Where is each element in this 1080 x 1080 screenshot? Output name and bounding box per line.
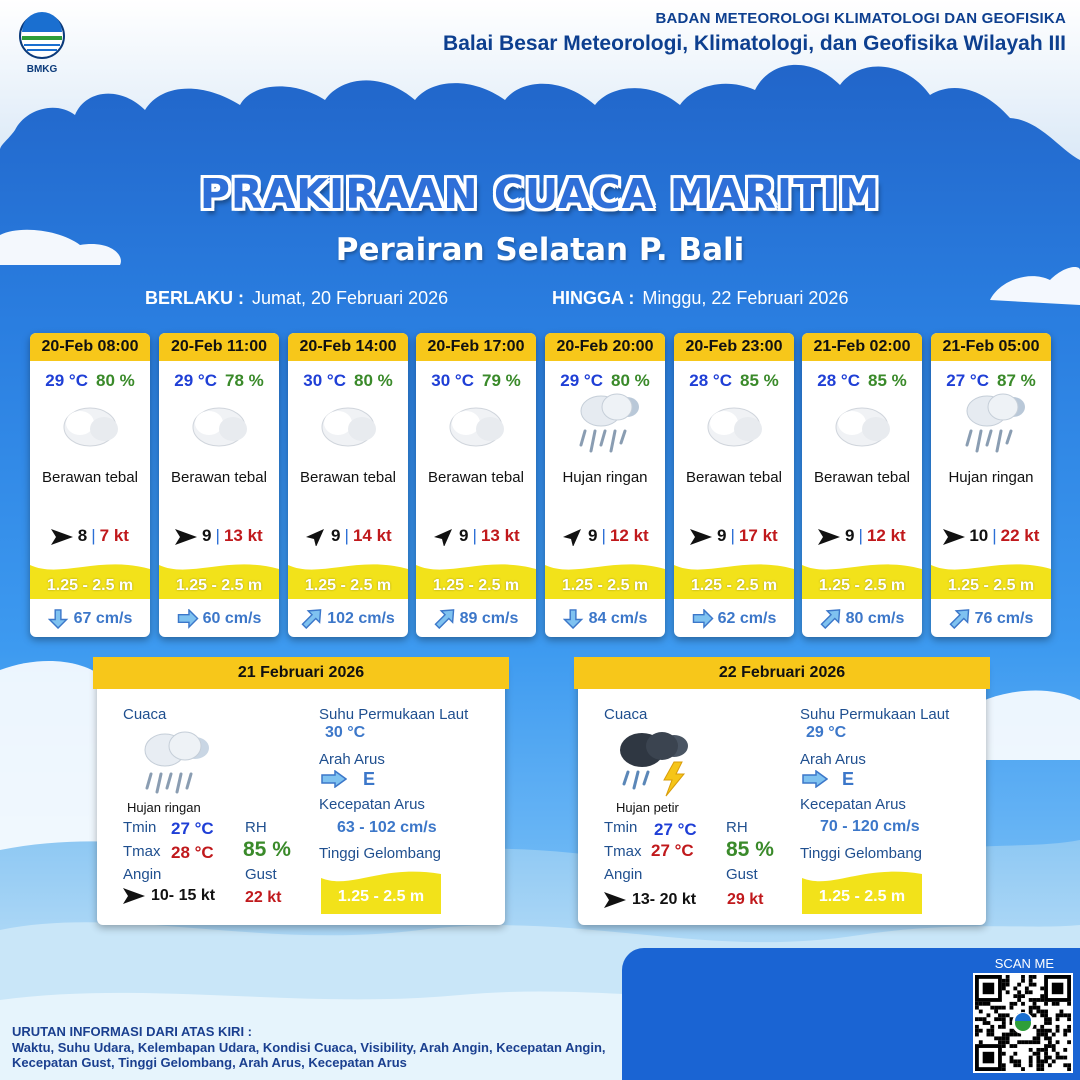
current-row [545, 609, 665, 629]
gust-speed: 12 kt [866, 526, 906, 545]
agency-name: BADAN METEOROLOGI KLIMATOLOGI DAN GEOFISIKA [655, 10, 1066, 27]
wind-row [288, 526, 408, 546]
gust-speed: 12 kt [609, 526, 649, 545]
cloud-icon [436, 393, 516, 455]
wind-direction-icon [51, 528, 73, 546]
separator: | [91, 526, 96, 545]
wind-arrow-icon [123, 888, 145, 904]
card-temp-rh [416, 371, 536, 391]
day-summary-2 [578, 660, 986, 925]
current-row [288, 609, 408, 629]
wind-speed: 9 [459, 526, 469, 545]
tmax-value: 27 °C [651, 841, 694, 860]
separator: | [730, 526, 735, 545]
cloud-icon [50, 393, 130, 455]
card-time: 20-Feb 08:00 [30, 333, 150, 361]
humidity: 78 % [224, 371, 264, 390]
rain-cloud-icon [951, 393, 1031, 455]
air-temp: 30 °C [431, 371, 474, 390]
gust-value: 22 kt [245, 889, 282, 906]
wind-row [159, 526, 279, 546]
wind-speed: 10 [969, 526, 989, 545]
rh-value: 85 % [243, 838, 291, 861]
humidity: 85 % [739, 371, 779, 390]
wind-value: 10- 15 kt [151, 887, 216, 904]
weather-label: Cuaca [123, 706, 167, 723]
wind-direction-icon [432, 528, 454, 546]
sst-label: Suhu Permukaan Laut [319, 706, 469, 723]
tmax-label: Tmax [123, 843, 161, 860]
sst-label: Suhu Permukaan Laut [800, 706, 950, 723]
wind-speed: 9 [588, 526, 598, 545]
wind-arrow-icon [604, 892, 626, 908]
valid-to-value: Minggu, 22 Februari 2026 [642, 288, 849, 308]
gust-speed: 13 kt [223, 526, 263, 545]
day-date: 22 Februari 2026 [574, 657, 990, 689]
weather-condition: Berawan tebal [814, 469, 910, 486]
card-temp-rh [159, 371, 279, 391]
gust-speed: 17 kt [738, 526, 778, 545]
card-time: 20-Feb 14:00 [288, 333, 408, 361]
weather-condition: Hujan ringan [562, 469, 648, 486]
valid-to-label: HINGGA : [552, 288, 635, 308]
wave-height: 1.25 - 2.5 m [690, 577, 778, 594]
wind-speed: 9 [845, 526, 855, 545]
current-direction-icon [48, 609, 70, 629]
weather-condition: Berawan tebal [300, 469, 396, 486]
current-speed-label: Kecepatan Arus [319, 796, 425, 813]
humidity: 79 % [481, 371, 521, 390]
humidity: 80 % [95, 371, 135, 390]
separator: | [601, 526, 606, 545]
humidity: 80 % [353, 371, 393, 390]
wave-height: 1.25 - 2.5 m [432, 577, 520, 594]
weather-condition: Hujan ringan [948, 469, 1034, 486]
gust-speed: 14 kt [352, 526, 392, 545]
thunderstorm-icon [614, 726, 696, 798]
card-time: 20-Feb 11:00 [159, 333, 279, 361]
qr-code[interactable] [973, 973, 1073, 1073]
wind-row [545, 526, 665, 546]
bmkg-logo-icon [14, 12, 70, 64]
wind-speed: 9 [717, 526, 727, 545]
humidity: 85 % [867, 371, 907, 390]
wind-direction-icon [304, 528, 326, 546]
current-direction-icon [434, 609, 456, 629]
current-row [159, 609, 279, 629]
current-direction-icon [949, 609, 971, 629]
wave-value: 1.25 - 2.5 m [818, 888, 906, 905]
wind-direction-icon [818, 528, 840, 546]
current-row [674, 609, 794, 629]
gust-speed: 22 kt [1000, 526, 1040, 545]
separator: | [858, 526, 863, 545]
wave-label: Tinggi Gelombang [800, 845, 923, 862]
card-time: 20-Feb 23:00 [674, 333, 794, 361]
wind-row [931, 526, 1051, 546]
wave-height: 1.25 - 2.5 m [947, 577, 1035, 594]
card-time: 20-Feb 20:00 [545, 333, 665, 361]
current-speed: 89 cm/s [459, 610, 519, 628]
weather-condition: Berawan tebal [686, 469, 782, 486]
info-body: Waktu, Suhu Udara, Kelembapan Udara, Kondisi Cuaca, Visibility, Arah Angin, Kecepatan Angin, Kecepatan Gust, Tinggi Gelombang, Arah Arus, Kecepatan Arus [12, 1040, 606, 1070]
wind-row [674, 526, 794, 546]
current-speed-value: 70 - 120 cm/s [820, 818, 920, 835]
forecast-card [931, 333, 1051, 637]
wind-row [30, 526, 150, 546]
separator: | [215, 526, 220, 545]
tmin-label: Tmin [604, 819, 638, 836]
tmin-value: 27 °C [654, 820, 697, 839]
wind-speed: 9 [202, 526, 212, 545]
wave-height: 1.25 - 2.5 m [818, 577, 906, 594]
cloud-icon [179, 393, 259, 455]
wind-label: Angin [604, 866, 643, 883]
air-temp: 28 °C [817, 371, 860, 390]
card-time: 21-Feb 02:00 [802, 333, 922, 361]
rh-value: 85 % [726, 838, 774, 861]
sst-value: 30 °C [325, 724, 366, 741]
forecast-card [674, 333, 794, 637]
bmkg-logo [14, 12, 70, 80]
current-row [416, 609, 536, 629]
current-row [931, 609, 1051, 629]
gust-value: 29 kt [727, 891, 764, 908]
valid-from-label: BERLAKU : [145, 288, 244, 308]
area-name: Perairan Selatan P. Bali [335, 232, 745, 268]
card-temp-rh [30, 371, 150, 391]
rh-label: RH [245, 819, 267, 836]
forecast-card [288, 333, 408, 637]
logo-label: BMKG [26, 64, 58, 75]
day-date: 21 Februari 2026 [93, 657, 509, 689]
air-temp: 29 °C [174, 371, 217, 390]
current-direction-icon [301, 609, 323, 629]
humidity: 80 % [610, 371, 650, 390]
air-temp: 28 °C [689, 371, 732, 390]
forecast-card [802, 333, 922, 637]
tmin-label: Tmin [123, 819, 157, 836]
current-direction-icon [692, 609, 714, 629]
current-row [30, 609, 150, 629]
separator: | [344, 526, 349, 545]
current-dir-value: E [842, 769, 855, 789]
current-speed-label: Kecepatan Arus [800, 796, 906, 813]
current-speed-value: 63 - 102 cm/s [337, 819, 437, 836]
air-temp: 29 °C [560, 371, 603, 390]
card-temp-rh [545, 371, 665, 391]
wind-value: 13- 20 kt [632, 891, 697, 908]
current-speed: 62 cm/s [717, 610, 777, 628]
gust-label: Gust [245, 866, 277, 883]
condition: Hujan petir [616, 800, 679, 815]
day-summary-1 [97, 660, 505, 925]
rain-cloud-icon [565, 393, 645, 455]
rain-cloud-icon [137, 726, 217, 798]
weather-condition: Berawan tebal [171, 469, 267, 486]
wave-value: 1.25 - 2.5 m [337, 888, 425, 905]
wave-height: 1.25 - 2.5 m [561, 577, 649, 594]
wave-height: 1.25 - 2.5 m [175, 577, 263, 594]
current-direction-icon [177, 609, 199, 629]
separator: | [992, 526, 997, 545]
wind-direction-icon [943, 528, 965, 546]
wind-direction-icon [175, 528, 197, 546]
weather-condition: Berawan tebal [428, 469, 524, 486]
forecast-card [30, 333, 150, 637]
info-title: URUTAN INFORMASI DARI ATAS KIRI : [12, 1024, 252, 1039]
condition: Hujan ringan [127, 800, 201, 815]
humidity: 87 % [996, 371, 1036, 390]
current-direction-icon [820, 609, 842, 629]
air-temp: 27 °C [946, 371, 989, 390]
current-speed: 60 cm/s [202, 610, 262, 628]
current-speed: 67 cm/s [73, 610, 133, 628]
valid-from-value: Jumat, 20 Februari 2026 [252, 288, 449, 308]
weather-condition: Berawan tebal [42, 469, 138, 486]
page-title: PRAKIRAAN CUACA MARITIM [199, 170, 881, 218]
wind-speed: 9 [331, 526, 341, 545]
wave-height: 1.25 - 2.5 m [46, 577, 134, 594]
cloud-icon [694, 393, 774, 455]
rh-label: RH [726, 819, 748, 836]
card-time: 21-Feb 05:00 [931, 333, 1051, 361]
scan-me-label: SCAN ME [994, 956, 1054, 971]
gust-speed: 7 kt [99, 526, 129, 545]
valid-from [145, 288, 448, 309]
wave-label: Tinggi Gelombang [319, 845, 442, 862]
qr-code-icon [973, 973, 1073, 1073]
gust-speed: 13 kt [480, 526, 520, 545]
forecast-card [545, 333, 665, 637]
current-dir-label: Arah Arus [319, 751, 385, 768]
tmax-value: 28 °C [171, 843, 214, 862]
current-direction-icon [563, 609, 585, 629]
arrow-right-icon [802, 770, 828, 788]
wave-height: 1.25 - 2.5 m [304, 577, 392, 594]
tmax-label: Tmax [604, 843, 642, 860]
current-speed: 102 cm/s [327, 610, 395, 628]
wind-row [416, 526, 536, 546]
weather-label: Cuaca [604, 706, 648, 723]
wind-direction-icon [561, 528, 583, 546]
arrow-right-icon [321, 770, 347, 788]
wind-row [802, 526, 922, 546]
wind-label: Angin [123, 866, 162, 883]
current-row [802, 609, 922, 629]
forecast-card [416, 333, 536, 637]
card-temp-rh [674, 371, 794, 391]
card-temp-rh [288, 371, 408, 391]
current-speed: 76 cm/s [974, 610, 1034, 628]
tmin-value: 27 °C [171, 819, 214, 838]
current-dir-value: E [363, 769, 376, 789]
current-speed: 84 cm/s [588, 610, 648, 628]
air-temp: 29 °C [45, 371, 88, 390]
cloud-icon [822, 393, 902, 455]
sst-value: 29 °C [806, 724, 847, 741]
card-temp-rh [931, 371, 1051, 391]
air-temp: 30 °C [303, 371, 346, 390]
forecast-card [159, 333, 279, 637]
current-speed: 80 cm/s [845, 610, 905, 628]
card-temp-rh [802, 371, 922, 391]
wind-direction-icon [690, 528, 712, 546]
office-name: Balai Besar Meteorologi, Klimatologi, dan Geofisika Wilayah III [443, 32, 1066, 55]
wind-speed: 8 [77, 526, 88, 545]
cloud-icon [308, 393, 388, 455]
card-time: 20-Feb 17:00 [416, 333, 536, 361]
valid-to [552, 288, 848, 309]
current-dir-label: Arah Arus [800, 751, 866, 768]
gust-label: Gust [726, 866, 758, 883]
separator: | [472, 526, 477, 545]
